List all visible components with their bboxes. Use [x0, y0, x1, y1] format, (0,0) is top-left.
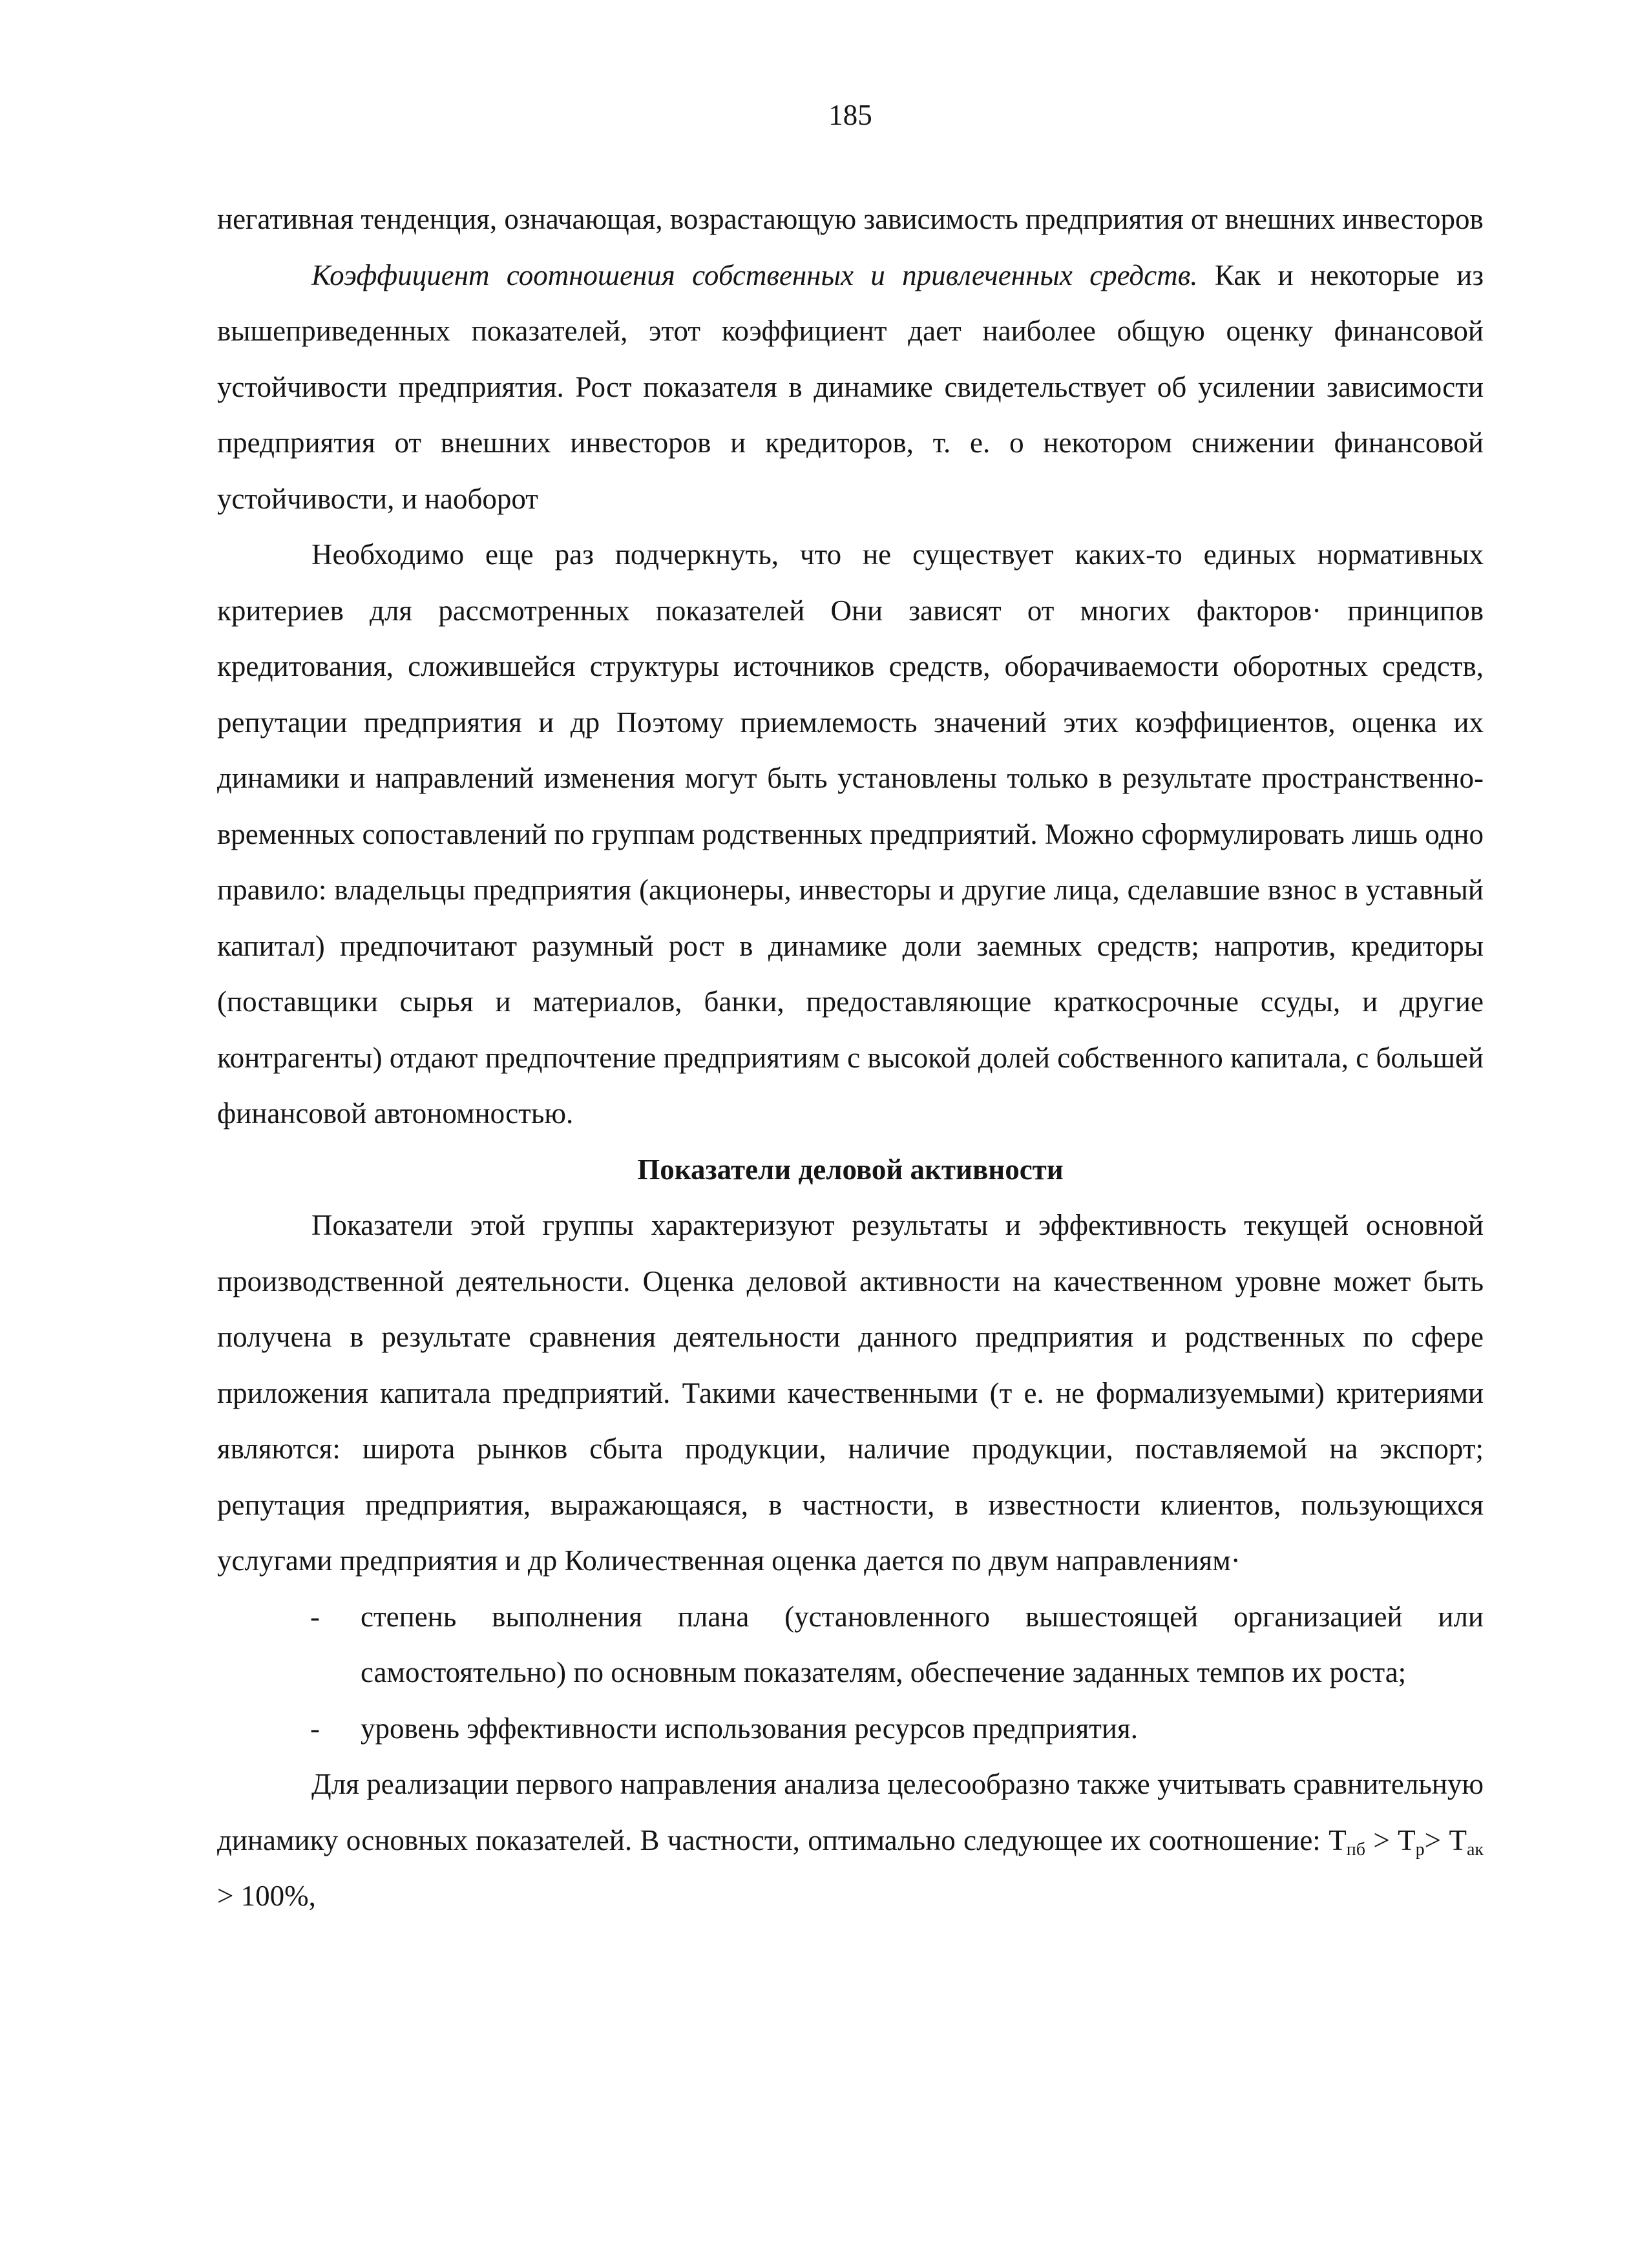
- list-item: [310, 1701, 1484, 1757]
- paragraph-4: Показатели этой группы характеризуют результаты и эффективность текущей основной производственной деятельности. Оценка деловой активности на качественном уровне может быть получена в результате сравнения деятельности данного предприятия и родственных по сфере приложения капитала предприятий. Такими качественными (т е. не формализуемыми) критериями являются: широта рынков сбыта продукции, наличие продукции, поставляемой на экспорт; репутация предприятия, выражающаяся, в частности, в известности клиентов, пользующихся услугами предприятия и др Количественная оценка дается по двум направлениям·: [217, 1209, 1484, 1577]
- paragraph-3: Необходимо еще раз подчеркнуть, что не существует каких-то единых нормативных критериев для рассмотренных показателей Они зависят от многих факторов· принципов кредитования, сложившейся структуры источников средств, оборачиваемости оборотных средств, репутации предприятия и др Поэтому приемлемость значений этих коэффициентов, оценка их динамики и направлений изменения могут быть установлены только в результате пространственно-временных сопоставлений по группам родственных предприятий. Можно сформулировать лишь одно правило: владельцы предприятия (акционеры, инвесторы и другие лица, сделавшие взнос в уставный капитал) предпочитают разумный рост в динамике доли заемных средств; напротив, кредиторы (поставщики сырья и материалов, банки, предоставляющие краткосрочные ссуды, и другие контрагенты) отдают предпочтение предприятиям с высокой долей собственного капитала, с большей финансовой автономностью.: [217, 538, 1484, 1129]
- body-text: [217, 191, 1484, 1924]
- formula-gt: >: [1424, 1823, 1449, 1856]
- formula-tail: > 100%,: [217, 1880, 316, 1912]
- formula-sub-r: р: [1415, 1839, 1425, 1860]
- formula-t: T: [1329, 1823, 1347, 1856]
- paragraph-2: [217, 247, 1484, 527]
- paragraph-1: негативная тенденция, означающая, возрастающую зависимость предприятия от внешних инвесторов: [217, 203, 1484, 235]
- ratio-term: Коэффициент соотношения собственных и привлеченных средств.: [311, 258, 1198, 291]
- formula-t: T: [1398, 1823, 1416, 1856]
- dash-marker: -: [310, 1712, 320, 1745]
- dash-marker: -: [310, 1600, 320, 1633]
- list-item: [310, 1589, 1484, 1701]
- paragraph-5: [217, 1756, 1484, 1924]
- formula-sub-ak: ак: [1466, 1839, 1484, 1860]
- paragraph-2-text: Как и некоторые из вышеприведенных показателей, этот коэффициент дает наиболее общую оценку финансовой устойчивости предприятия. Рост показателя в динамике свидетельствует об усилении зависимости предприятия от внешних инвесторов и кредиторов, т. е. о некотором снижении финансовой устойчивости, и наоборот: [217, 258, 1484, 515]
- page-number: 185: [828, 99, 872, 131]
- dash-list: [217, 1589, 1484, 1757]
- formula-sub-pb: пб: [1346, 1839, 1365, 1860]
- paragraph-5-text: Для реализации первого направления анализа целесообразно также учитывать сравнительную динамику основных показателей. В частности, оптимально следующее их соотношение:: [217, 1768, 1484, 1856]
- formula-gt: >: [1365, 1823, 1398, 1856]
- list-item-text: уровень эффективности использования ресурсов предприятия.: [361, 1712, 1138, 1745]
- section-heading: Показатели деловой активности: [637, 1153, 1064, 1186]
- list-item-text: степень выполнения плана (установленного вышестоящей организацией или самостоятельно) по основным показателям, обеспечение заданных темпов их роста;: [361, 1600, 1484, 1688]
- formula-t: T: [1449, 1823, 1467, 1856]
